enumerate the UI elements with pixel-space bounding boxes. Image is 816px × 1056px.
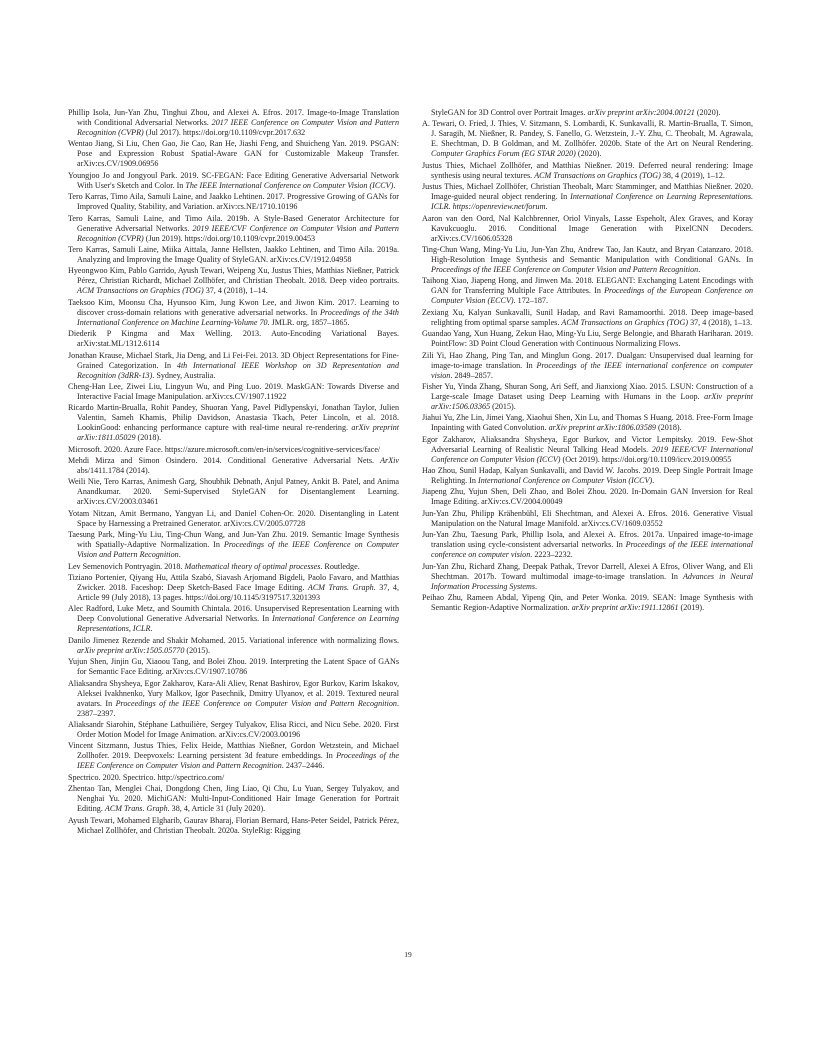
reference-text: Jun-Yan Zhu, Philipp Krähenbühl, Eli Shechtman, and Alexei A. Efros. 2016. Generative Visual Manipulation on the Natural Image Manifold. arXiv:cs.CV/1609.03552: [422, 508, 753, 528]
reference-entry: [422, 509, 753, 529]
reference-text: Zili Yi, Hao Zhang, Ping Tan, and Minglun Gong. 2017. Dualgan: Unsupervised dual learning for image-to-image translation. In: [422, 350, 753, 370]
reference-text: . JMLR. org, 1857–1865.: [267, 317, 350, 327]
reference-text: .: [545, 202, 548, 212]
reference-text: Aliaksandr Siarohin, Stéphane Lathuilière, Sergey Tulyakov, Elisa Ricci, and Nicu Sebe. 2020. First Order Motion Model for Image Animation. arXiv:cs.CV/2003.00196: [68, 719, 399, 739]
reference-text: Lev Semenovich Pontryagin. 2018.: [68, 561, 185, 571]
reference-venue: ACM Transactions on Graphics (TOG): [561, 317, 689, 327]
reference-entry: [68, 784, 399, 814]
reference-text: .: [178, 550, 181, 560]
reference-entry: [422, 161, 753, 181]
reference-text: (2018).: [655, 423, 682, 433]
reference-venue: Proceedings of the IEEE Conference on Computer Vision and Pattern Recognition: [77, 751, 399, 771]
reference-entry: [68, 108, 399, 138]
reference-text: Zhentao Tan, Menglei Chai, Dongdong Chen, Jing Liao, Qi Chu, Lu Yuan, Sergey Tulyakov, and Nenghai Yu. 2020. MichiGAN: Multi-Input-Conditioned Hair Image Generation for Portrait Editing.: [68, 784, 399, 814]
reference-entry: [68, 382, 399, 402]
reference-entry: [422, 182, 753, 212]
reference-text: 38, 4, Article 31 (July 2020).: [169, 804, 266, 814]
reference-venue: Proceedings of the IEEE international conference on computer vision: [431, 540, 753, 560]
reference-venue: International Conference on Learning Representations, ICLR: [77, 614, 399, 634]
reference-text: Zexiang Xu, Kalyan Sunkavalli, Sunil Hadap, and Ravi Ramamoorthi. 2018. Deep image-based relighting from optimal sparse samples.: [422, 307, 753, 327]
reference-text: (Oct 2019). https://doi.org/10.1109/iccv.2019.00955: [560, 454, 732, 464]
reference-text: StyleGAN for 3D Control over Portrait Images.: [431, 108, 588, 117]
reference-entry: [68, 604, 399, 634]
reference-text: Phillip Isola, Jun-Yan Zhu, Tinghui Zhou, and Alexei A. Efros. 2017. Image-to-Image Translation with Conditional Adversarial Networks.: [68, 108, 399, 127]
reference-entry: [422, 108, 753, 118]
reference-entry: [68, 773, 399, 783]
reference-text: Tero Karras, Samuli Laine, and Timo Aila. 2019b. A Style-Based Generator Architecture for Generative Adversarial Networks.: [68, 213, 399, 233]
reference-venue: arXiv preprint arXiv:1806.03589: [548, 423, 656, 433]
reference-entry: [68, 192, 399, 212]
reference-text: A. Tewari, O. Fried, J. Thies, V. Sitzmann, S. Lombardi, K. Sunkavalli, R. Martin-Brualla, T. Simon, J. Saragih, M. Nießner, R. Pandey, S. Fanello, G. Wetzstein, J.-Y. Zhu, C. Theobalt, M. Agrawala, E. Shechtman, D. B Goldman, and M. Zollhöfer. 2020b. State of the Art on Neural Rendering.: [422, 119, 753, 149]
reference-text: . Routledge.: [320, 561, 360, 571]
reference-venue: 2017 IEEE Conference on Computer Vision and Pattern Recognition (CVPR): [77, 118, 399, 137]
reference-text: .: [393, 180, 396, 190]
reference-entry: [422, 351, 753, 381]
reference-text: Taesung Park, Ming-Yu Liu, Ting-Chun Wang, and Jun-Yan Zhu. 2019. Semantic Image Synthesis with Spatially-Adaptive Normalization. In: [68, 530, 399, 550]
reference-text: Vincent Sitzmann, Justus Thies, Felix Heide, Matthias Nießner, Gordon Wetzstein, and Michael Zollhofer. 2019. Deepvoxels: Learning persistent 3d feature embeddings. In: [68, 741, 399, 761]
reference-text: 38, 4 (2019), 1–12.: [660, 170, 725, 180]
reference-entry: [68, 509, 399, 529]
reference-text: Wentao Jiang, Si Liu, Chen Gao, Jie Cao, Ran He, Jiashi Feng, and Shuicheng Yan. 2019. PSGAN: Pose and Expression Robust Spatial-Aware GAN for Customizable Makeup Transfer. arXiv:cs.CV/1909.06956: [68, 139, 399, 169]
reference-text: (Jul 2017). https://doi.org/10.1109/cvpr.2017.632: [143, 128, 306, 137]
reference-text: (2018).: [135, 433, 162, 443]
reference-entry: [68, 298, 399, 328]
reference-entry: [68, 329, 399, 349]
references-right-column: [422, 108, 753, 614]
reference-text: Weili Nie, Tero Karras, Animesh Garg, Shoubhik Debnath, Anjul Patney, Ankit B. Patel, and Anima Anandkumar. 2020. Semi-Supervised StyleGAN for Disentanglement Learning. arXiv:cs.CV/2003.03461: [68, 477, 399, 507]
reference-entry: [422, 329, 753, 349]
reference-entry: [68, 720, 399, 740]
reference-text: .: [652, 476, 655, 486]
reference-entry: [422, 276, 753, 306]
reference-entry: [422, 562, 753, 592]
reference-venue: Proceedings of the IEEE Conference on Computer Vision and Pattern Recognition: [115, 698, 397, 708]
reference-venue: arXiv preprint arXiv:1911.12861: [571, 603, 679, 613]
reference-entry: [68, 171, 399, 191]
reference-text: (2015).: [490, 401, 516, 411]
reference-venue: The IEEE International Conference on Computer Vision (ICCV): [185, 180, 394, 190]
reference-venue: Proceedings of the IEEE Conference on Computer Vision and Pattern Recognition: [77, 540, 399, 560]
reference-text: Diederik P Kingma and Max Welling. 2013. Auto-Encoding Variational Bayes. arXiv:stat.ML/1312.6114: [68, 329, 399, 349]
reference-text: Jiahui Yu, Zhe Lin, Jimei Yang, Xiaohui Shen, Xin Lu, and Thomas S Huang. 2018. Free-Form Image Inpainting with Gated Convolution.: [422, 413, 753, 433]
reference-entry: [422, 466, 753, 486]
reference-venue: International Conference on Computer Vision (ICCV): [478, 476, 653, 486]
reference-entry: [422, 530, 753, 560]
reference-entry: [68, 139, 399, 169]
reference-text: Justus Thies, Michael Zollhöfer, Christian Theobalt, Marc Stamminger, and Matthias Nießner. 2020. Image-guided neural object rendering. In: [422, 182, 753, 202]
reference-text: Justus Thies, Michael Zollhöfer, and Matthias Nießner. 2019. Deferred neural rendering: Image synthesis using neural textures.: [422, 160, 753, 180]
reference-text: Jun-Yan Zhu, Taesung Park, Phillip Isola, and Alexei A. Efros. 2017a. Unpaired image-to-image translation using cycle-consistent adversarial networks. In: [422, 530, 753, 550]
reference-entry: [422, 214, 753, 244]
reference-venue: Proceedings of the IEEE Conference on Computer Vision and Pattern Recognition: [431, 264, 699, 274]
reference-text: .: [150, 624, 153, 634]
reference-text: (Jun 2019). https://doi.org/10.1109/cvpr.2019.00453: [143, 233, 316, 243]
reference-text: Taeksoo Kim, Moonsu Cha, Hyunsoo Kim, Jung Kwon Lee, and Jiwon Kim. 2017. Learning to discover cross-domain relations with generative adversarial networks. In: [68, 297, 399, 317]
reference-entry: [422, 593, 753, 613]
reference-entry: [422, 308, 753, 328]
reference-entry: [422, 382, 753, 412]
reference-entry: [422, 435, 753, 465]
reference-venue: Proceedings of the European Conference on Computer Vision (ECCV): [431, 286, 753, 306]
reference-text: Danilo Jimenez Rezende and Shakir Mohamed. 2015. Variational inference with normalizing flows.: [68, 635, 399, 645]
reference-entry: [68, 530, 399, 560]
reference-entry: [422, 487, 753, 507]
reference-entry: [68, 636, 399, 656]
reference-text: Ting-Chun Wang, Ming-Yu Liu, Jun-Yan Zhu, Andrew Tao, Jan Kautz, and Bryan Catanzaro. 2018. High-Resolution Image Synthesis and Semantic Manipulation with Conditional GANs. In: [422, 244, 753, 264]
reference-entry: [68, 562, 399, 572]
reference-venue: Computer Graphics Forum (EG STAR 2020): [431, 149, 576, 159]
reference-text: (2015).: [184, 645, 211, 655]
reference-text: (2020).: [694, 108, 721, 117]
reference-text: Taihong Xiao, Jiapeng Hong, and Jinwen Ma. 2018. ELEGANT: Exchanging Latent Encodings with GAN for Transferring Multiple Face Attributes. In: [422, 276, 753, 296]
reference-text: .: [535, 581, 538, 591]
reference-text: Mehdi Mirza and Simon Osindero. 2014. Conditional Generative Adversarial Nets.: [68, 456, 381, 466]
reference-venue: ArXiv: [380, 456, 399, 466]
reference-entry: [68, 573, 399, 603]
reference-venue: arXiv preprint arXiv:1506.03365: [431, 391, 753, 411]
reference-venue: 2019 IEEE/CVF International Conference on Computer Vision (ICCV): [431, 444, 753, 464]
reference-text: (2020).: [575, 149, 602, 159]
reference-text: Yotam Nitzan, Amit Bermano, Yangyan Li, and Daniel Cohen-Or. 2020. Disentangling in Latent Space by Harnessing a Pretrained Generator. arXiv:cs.CV/2005.07728: [68, 508, 399, 528]
reference-entry: [68, 657, 399, 677]
reference-text: Spectrico. 2020. Spectrico. http://spectrico.com/: [68, 772, 225, 782]
reference-entry: [68, 351, 399, 381]
reference-text: Ricardo Martin-Brualla, Rohit Pandey, Shuoran Yang, Pavel Pidlypenskyi, Jonathan Taylor, Julien Valentin, Sameh Khamis, Philip Davidson, Anastasia Tkach, Peter Lincoln, et al. 2018. LookinGood: enhancing performance capture with real-time neural re-rendering.: [68, 403, 399, 433]
reference-venue: ACM Trans. Graph.: [104, 804, 170, 814]
reference-entry: [422, 245, 753, 275]
reference-venue: arXiv preprint arXiv:1811.05029: [77, 423, 399, 443]
reference-text: Yujun Shen, Jinjin Gu, Xiaoou Tang, and Bolei Zhou. 2019. Interpreting the Latent Space of GANs for Semantic Face Editing. arXiv:cs.CV/1907.10786: [68, 657, 399, 677]
reference-text: (2019).: [678, 603, 705, 613]
reference-venue: 2019 IEEE/CVF Conference on Computer Vision and Pattern Recognition (CVPR): [77, 223, 399, 243]
reference-text: Cheng-Han Lee, Ziwei Liu, Lingyun Wu, and Ping Luo. 2019. MaskGAN: Towards Diverse and Interactive Facial Image Manipulation. arXiv:cs.CV/1907.11922: [68, 381, 399, 401]
reference-venue: International Conference on Learning Representations. ICLR. https://openreview.net/forum: [431, 192, 754, 212]
reference-text: Tiziano Portenier, Qiyang Hu, Attila Szabó, Siavash Arjomand Bigdeli, Paolo Favaro, and Matthias Zwicker. 2018. Faceshop: Deep Sketch-Based Face Image Editing.: [68, 573, 399, 593]
reference-text: 37, 4 (2018), 1–13.: [688, 317, 753, 327]
reference-text: . 2387–2397.: [77, 698, 399, 718]
reference-text: Egor Zakharov, Aliaksandra Shysheya, Egor Burkov, and Victor Lempitsky. 2019. Few-Shot Adversarial Learning of Realistic Neural Talking Head Models.: [422, 434, 753, 454]
reference-entry: [68, 679, 399, 719]
reference-text: Microsoft. 2020. Azure Face. https://azure.microsoft.com/en-in/services/cognitive-services/face/: [68, 444, 381, 454]
reference-text: Aaron van den Oord, Nal Kalchbrenner, Oriol Vinyals, Lasse Espeholt, Alex Graves, and Koray Kavukcuoglu. 2016. Conditional Image Generation with PixelCNN Decoders. arXiv:cs.CV/1606.05328: [422, 213, 753, 243]
reference-text: . 2437–2446.: [281, 761, 325, 771]
reference-entry: [68, 266, 399, 296]
references-left-column: [68, 108, 399, 837]
reference-entry: [68, 477, 399, 507]
reference-entry: [68, 741, 399, 771]
reference-entry: [68, 445, 399, 455]
reference-text: .: [698, 264, 701, 274]
reference-venue: ACM Transactions on Graphics (TOG): [77, 286, 204, 296]
reference-text: Aliaksandra Shysheya, Egor Zakharov, Kara-Ali Aliev, Renat Bashirov, Egor Burkov, Karim Iskakov, Aleksei Ivakhnenko, Yury Malkov, Igor Pasechnik, Dmitry Ulyanov, et al. 2019. Textured neural avatars. In: [68, 678, 399, 708]
reference-text: . Sydney, Australia.: [152, 370, 216, 380]
reference-entry: [422, 413, 753, 433]
reference-text: Hao Zhou, Sunil Hadap, Kalyan Sunkavalli, and David W. Jacobs. 2019. Deep Single Portrait Image Relighting. In: [422, 466, 753, 486]
reference-venue: ACM Transactions on Graphics (TOG): [534, 170, 661, 180]
reference-entry: [68, 245, 399, 265]
reference-venue: Proceedings of the 34th International Conference on Machine Learning-Volume 70: [77, 307, 399, 327]
reference-text: 37, 4 (2018), 1–14.: [203, 286, 268, 296]
reference-text: abs/1411.1784 (2014).: [77, 466, 150, 476]
reference-text: . 2223–2232.: [530, 550, 573, 560]
reference-text: . 2849–2857.: [450, 370, 493, 380]
reference-text: Peihao Zhu, Rameen Abdal, Yipeng Qin, and Peter Wonka. 2019. SEAN: Image Synthesis with Semantic Region-Adaptive Normalization.: [422, 593, 753, 613]
reference-text: 37, 4, Article 99 (July 2018), 13 pages. https://doi.org/10.1145/3197517.3201393: [77, 583, 400, 603]
reference-text: Youngjoo Jo and Jongyoul Park. 2019. SC-FEGAN: Face Editing Generative Adversarial Network With User's Sketch and Color. In: [68, 170, 399, 190]
reference-venue: arXiv preprint arXiv:2004.00121: [587, 108, 695, 117]
reference-venue: arXiv preprint arXiv:1505.05770: [77, 645, 185, 655]
reference-text: Jiapeng Zhu, Yujun Shen, Deli Zhao, and Bolei Zhou. 2020. In-Domain GAN Inversion for Real Image Editing. arXiv:cs.CV/2004.00049: [422, 487, 753, 507]
reference-text: Tero Karras, Timo Aila, Samuli Laine, and Jaakko Lehtinen. 2017. Progressive Growing of GANs for Improved Quality, Stability, and Variation. arXiv:cs.NE/1710.10196: [68, 192, 399, 212]
reference-text: Ayush Tewari, Mohamed Elgharib, Gaurav Bharaj, Florian Bernard, Hans-Peter Seidel, Patrick Pérez, Michael Zollhöfer, and Christian Theobalt. 2020a. StyleRig: Rigging: [68, 815, 399, 835]
reference-text: . 172–187.: [513, 296, 548, 306]
reference-entry: [68, 214, 399, 244]
reference-text: Jonathan Krause, Michael Stark, Jia Deng, and Li Fei-Fei. 2013. 3D Object Representations for Fine-Grained Categorization. In: [68, 350, 399, 370]
reference-venue: Advances in Neural Information Processing Systems: [431, 571, 753, 591]
reference-venue: ACM Trans. Graph.: [307, 583, 376, 593]
reference-text: Fisher Yu, Yinda Zhang, Shuran Song, Ari Seff, and Jianxiong Xiao. 2015. LSUN: Construction of a Large-scale Image Dataset using Deep Learning with Humans in the Loop.: [422, 381, 753, 401]
reference-entry: [68, 816, 399, 836]
reference-entry: [422, 119, 753, 159]
reference-text: Alec Radford, Luke Metz, and Soumith Chintala. 2016. Unsupervised Representation Learning with Deep Convolutional Generative Adversarial Networks. In: [68, 604, 399, 624]
reference-venue: 4th International IEEE Workshop on 3D Representation and Recognition (3dRR-13): [77, 360, 399, 380]
reference-text: Tero Karras, Samuli Laine, Miika Aittala, Janne Hellsten, Jaakko Lehtinen, and Timo Aila. 2019a. Analyzing and Improving the Image Quality of StyleGAN. arXiv:cs.CV/1912.04958: [68, 244, 399, 264]
reference-venue: Proceedings of the IEEE international conference on computer vision: [431, 360, 753, 380]
reference-entry: [68, 403, 399, 443]
reference-entry: [68, 456, 399, 476]
reference-text: Guandao Yang, Xun Huang, Zekun Hao, Ming-Yu Liu, Serge Belongie, and Bharath Hariharan. 2019. PointFlow: 3D Point Cloud Generation with Continuous Normalizing Flows.: [422, 329, 753, 349]
reference-venue: Mathematical theory of optimal processes: [184, 561, 321, 571]
reference-text: Jun-Yan Zhu, Richard Zhang, Deepak Pathak, Trevor Darrell, Alexei A Efros, Oliver Wang, and Eli Shechtman. 2017b. Toward multimodal image-to-image translation. In: [422, 561, 753, 581]
reference-text: Hyeongwoo Kim, Pablo Garrido, Ayush Tewari, Weipeng Xu, Justus Thies, Matthias Nießner, Patrick Pérez, Christian Richardt, Michael Zollhöfer, and Christian Theobalt. 2018. Deep video portraits.: [68, 266, 399, 286]
page-number: 19: [404, 950, 412, 959]
